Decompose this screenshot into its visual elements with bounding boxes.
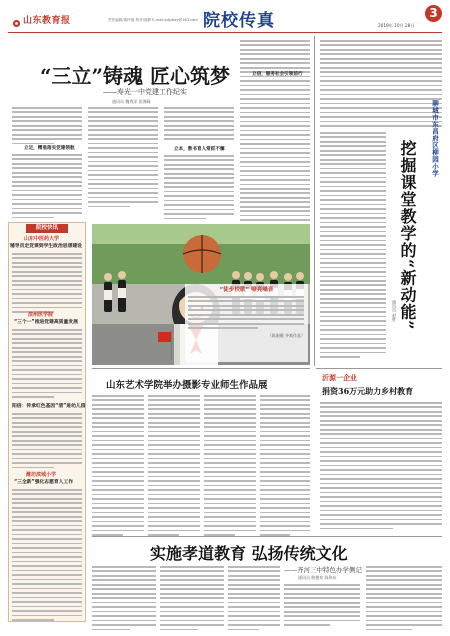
news-item-3-headline: 阳信：传承红色基因“清”进幼儿园 bbox=[12, 404, 86, 409]
section-head-2: 立本，教书育人常抓不懈 bbox=[174, 147, 225, 152]
news-item-4-headline: “三全新”强化志愿育人工作 bbox=[14, 480, 74, 485]
news-item-1-org: 山东中医药大学 bbox=[24, 236, 60, 242]
news-item-2-headline: “三个一”推进党建高质量发展 bbox=[14, 320, 78, 325]
page-number: 3 bbox=[429, 6, 438, 20]
art-article-headline: 山东艺术学院举办摄影专业师生作品展 bbox=[106, 380, 268, 391]
bottom-article-subtitle: ——齐河三中特色办学侧记 bbox=[284, 566, 362, 574]
lead-byline: 通讯员 魏秀洋 张海峰 bbox=[112, 99, 151, 104]
photo-caption-text bbox=[188, 296, 304, 329]
lead-body-col4 bbox=[240, 40, 310, 228]
art-article-top-rule bbox=[92, 368, 310, 369]
page-number-badge bbox=[425, 5, 442, 22]
contact-line: 责任编辑/胡玲瑞 校对/聂静 E-mail:sdjybxy@163.com bbox=[108, 18, 198, 22]
lead-title: “三立”铸魂 匠心筑梦 bbox=[40, 64, 230, 88]
bottom-article-byline: 通讯员 曲德泉 陈伟东 bbox=[298, 575, 337, 580]
news-item-2-org: 滨州医学院 bbox=[28, 312, 54, 318]
right-brief-body bbox=[320, 402, 442, 532]
vertical-title: 挖掘课堂教学的“新动能” bbox=[398, 140, 417, 331]
right-col-divider bbox=[314, 36, 315, 366]
bottom-article-body-col1 bbox=[92, 566, 156, 633]
right-brief-label: 沂源一企业 bbox=[322, 374, 357, 382]
section-head-1: 立足，精准落实党建领航 bbox=[24, 146, 75, 151]
lead-body-col2 bbox=[88, 107, 158, 210]
news-item-1-headline: 辅导员走党课到学生政治思想建设 bbox=[10, 244, 82, 249]
masthead-rule bbox=[8, 32, 442, 33]
news-box-label-text: 院校快讯 bbox=[35, 225, 58, 231]
bottom-article-body-col2 bbox=[160, 566, 224, 633]
news-item-4-body bbox=[12, 489, 82, 624]
vertical-byline: 通讯员 赵胜 bbox=[392, 300, 397, 322]
lead-body-col1 bbox=[12, 107, 82, 147]
news-item-3-body bbox=[12, 413, 82, 471]
news-item-1-body bbox=[12, 253, 82, 316]
section-head-3: 立信，服务社会引领前行 bbox=[252, 72, 303, 77]
news-item-4-org: 潍坊滨城小学 bbox=[26, 472, 57, 478]
logo-flower-icon bbox=[12, 13, 21, 22]
section-title: 院校传真 bbox=[203, 11, 275, 31]
bottom-article-title: 实施孝道教育 弘扬传统文化 bbox=[150, 544, 348, 563]
newspaper-logo: 山东教育报 bbox=[23, 16, 71, 26]
vertical-feature-body-top bbox=[320, 40, 442, 130]
masthead bbox=[0, 0, 450, 30]
right-brief-rule bbox=[316, 368, 442, 369]
right-brief-headline: 捐资36万元助力乡村教育 bbox=[322, 386, 414, 396]
lead-body-col3b bbox=[164, 155, 234, 222]
photo-caption-credit: （陈刚摄 齐爽作品） bbox=[267, 332, 305, 338]
bottom-article-body-col3 bbox=[228, 566, 280, 633]
lead-body-col3 bbox=[164, 107, 234, 143]
issue-date: 2019年 10月 28日 bbox=[378, 23, 415, 28]
bottom-article-body-col5 bbox=[366, 566, 442, 633]
news-box-label bbox=[26, 224, 68, 233]
photo-caption-title: “徒步校歌” 嘹亮嗓音 bbox=[219, 287, 274, 293]
bottom-article-body-col4 bbox=[284, 584, 360, 629]
lead-subtitle: ——寿光一中党建工作纪实 bbox=[103, 88, 187, 96]
photo-caption bbox=[185, 284, 308, 362]
art-article-body-col4 bbox=[260, 395, 310, 539]
vertical-kicker: 聊城市东昌府区柳园小学 bbox=[431, 100, 439, 177]
bottom-article-top-rule bbox=[92, 536, 442, 537]
lead-body-col1b bbox=[12, 154, 82, 221]
news-item-2-body bbox=[12, 329, 82, 401]
art-article-body-col1 bbox=[92, 395, 144, 539]
art-article-body-col3 bbox=[204, 395, 256, 539]
art-article-body-col2 bbox=[148, 395, 200, 539]
vertical-feature-body-left bbox=[320, 132, 386, 361]
